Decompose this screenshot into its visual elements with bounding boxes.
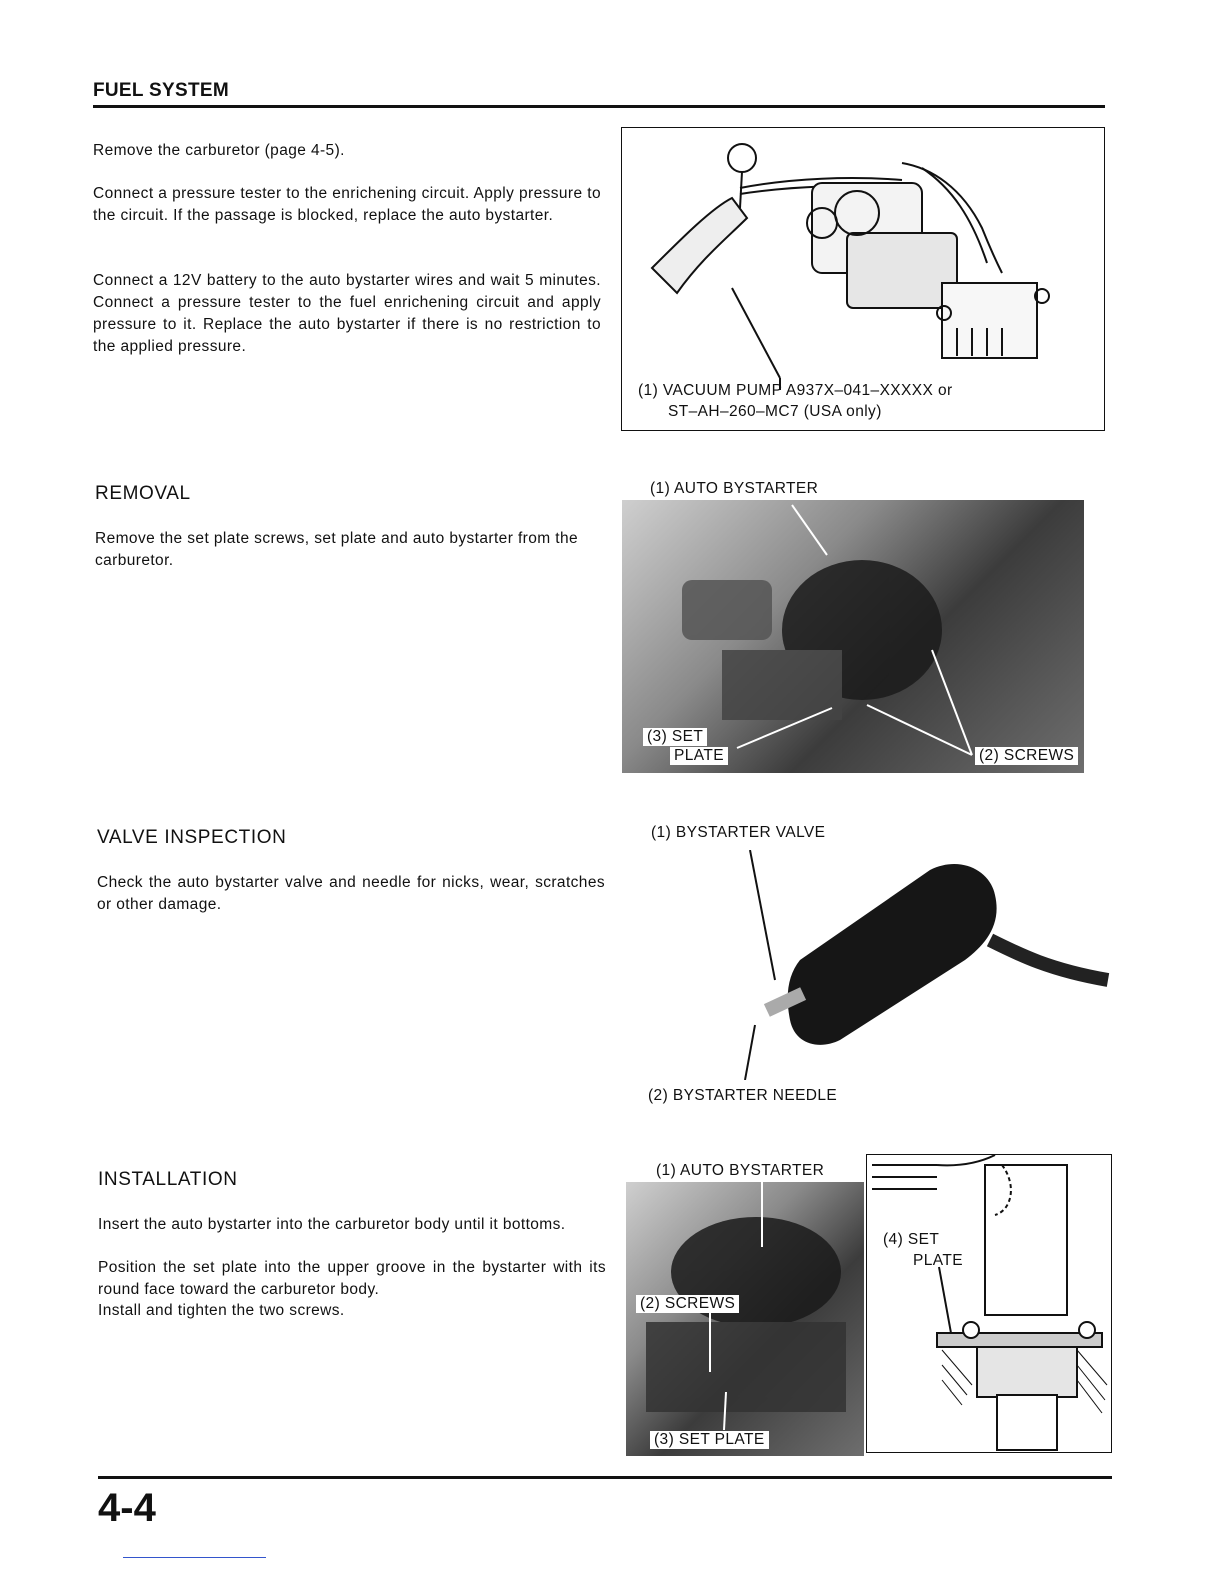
- valve-label-bystarter-needle: (2) BYSTARTER NEEDLE: [648, 1087, 838, 1104]
- valve-inspection-text: Check the auto bystarter valve and needle for nicks, wear, scratches or other damage.: [97, 874, 605, 913]
- installation-diagram: [866, 1154, 1112, 1453]
- installation-photo-markings: [626, 1182, 864, 1456]
- installation-label-set-plate-diagram-line-1: (4) SET: [883, 1231, 940, 1248]
- installation-label-screws: (2) SCREWS: [636, 1295, 739, 1313]
- bottom-link-underline: [123, 1557, 266, 1558]
- page-number: 4-4: [98, 1486, 156, 1530]
- removal-label-auto-bystarter: (1) AUTO BYSTARTER: [646, 480, 822, 498]
- intro-paragraph-3: Connect a 12V battery to the auto bystarter wires and wait 5 minutes. Connect a pressure tester to the fuel enrichening circuit and apply pressure to it. Replace the auto bystarter if there is no restriction to the applied pressure.: [93, 272, 601, 355]
- removal-label-set-plate-line-2: PLATE: [670, 747, 728, 765]
- vacuum-pump-figure: [621, 127, 1105, 431]
- installation-paragraph-1: Insert the auto bystarter into the carburetor body until it bottoms.: [98, 1216, 566, 1233]
- page-header-title: FUEL SYSTEM: [93, 80, 229, 101]
- installation-label-set-plate-diagram-line-2: PLATE: [913, 1252, 963, 1269]
- valve-label-bystarter-valve: (1) BYSTARTER VALVE: [651, 824, 826, 841]
- removal-label-screws: (2) SCREWS: [975, 747, 1078, 765]
- removal-label-set-plate-line-1: (3) SET: [643, 728, 707, 746]
- removal-heading: REMOVAL: [95, 483, 191, 504]
- installation-label-set-plate: (3) SET PLATE: [650, 1431, 769, 1449]
- installation-heading: INSTALLATION: [98, 1169, 238, 1190]
- valve-inspection-heading: VALVE INSPECTION: [97, 827, 287, 848]
- header-rule: [93, 105, 1105, 108]
- vacuum-pump-caption-line-2: ST–AH–260–MC7 (USA only): [668, 403, 882, 420]
- bystarter-valve-illustration: [740, 850, 1110, 1080]
- bystarter-valve-photo: [740, 850, 1110, 1080]
- installation-label-auto-bystarter: (1) AUTO BYSTARTER: [652, 1162, 828, 1180]
- intro-paragraph-2: Connect a pressure tester to the enrichening circuit. Apply pressure to the circuit. If the passage is blocked, replace the auto bystarter.: [93, 185, 601, 224]
- installation-paragraph-2: Position the set plate into the upper groove in the bystarter with its round face toward the carburetor body.: [98, 1259, 606, 1298]
- footer-rule: [98, 1476, 1112, 1479]
- set-plate-section-diagram: [867, 1155, 1111, 1452]
- installation-photo: [626, 1182, 864, 1456]
- removal-text: Remove the set plate screws, set plate and auto bystarter from the carburetor.: [95, 530, 579, 569]
- vacuum-pump-caption-line-1: (1) VACUUM PUMP A937X–041–XXXXX or: [638, 382, 953, 399]
- installation-paragraph-3: Install and tighten the two screws.: [98, 1302, 345, 1319]
- intro-paragraph-1: Remove the carburetor (page 4-5).: [93, 142, 345, 159]
